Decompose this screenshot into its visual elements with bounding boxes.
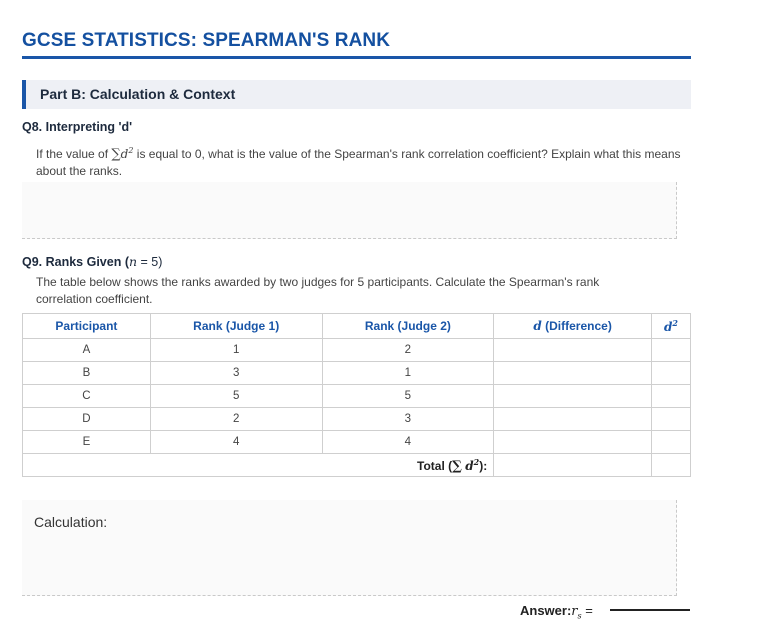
ranks-table	[22, 313, 691, 477]
header-d-squared: $d^2$	[652, 314, 691, 339]
table-header-row	[23, 314, 691, 339]
participant-cell: E	[23, 431, 151, 454]
table-row	[23, 362, 691, 385]
difference-cell[interactable]	[494, 362, 652, 385]
participant-cell: C	[23, 385, 151, 408]
participant-cell: A	[23, 339, 151, 362]
d-squared-cell[interactable]	[652, 362, 691, 385]
participant-cell: D	[23, 408, 151, 431]
difference-cell[interactable]	[494, 408, 652, 431]
table-row	[23, 431, 691, 454]
q9-title: Q9. Ranks Given (n = 5)	[22, 254, 163, 269]
total-value-cell[interactable]	[494, 454, 652, 477]
table-row	[23, 408, 691, 431]
judge2-rank-cell: 1	[322, 362, 494, 385]
q8-title: Q8. Interpreting 'd'	[22, 120, 133, 134]
judge2-rank-cell: 2	[322, 339, 494, 362]
title-divider	[22, 56, 691, 59]
d-squared-cell[interactable]	[652, 339, 691, 362]
page-title: GCSE STATISTICS: SPEARMAN'S RANK	[22, 30, 391, 51]
header-participant: Participant	[23, 314, 151, 339]
table-row	[23, 339, 691, 362]
header-judge1: Rank (Judge 1)	[150, 314, 322, 339]
header-judge2: Rank (Judge 2)	[322, 314, 494, 339]
d-squared-cell[interactable]	[652, 431, 691, 454]
calculation-area[interactable]	[22, 500, 677, 596]
total-label: Total (∑ $d^2$):	[23, 454, 494, 477]
judge2-rank-cell: 5	[322, 385, 494, 408]
difference-cell[interactable]	[494, 385, 652, 408]
participant-cell: B	[23, 362, 151, 385]
answer-line[interactable]	[610, 609, 690, 611]
difference-cell[interactable]	[494, 339, 652, 362]
judge1-rank-cell: 2	[150, 408, 322, 431]
total-empty-cell	[652, 454, 691, 477]
judge1-rank-cell: 5	[150, 385, 322, 408]
header-difference: d (Difference)	[494, 314, 652, 339]
section-header	[22, 80, 691, 109]
q9-text: The table below shows the ranks awarded by two judges for 5 participants. Calculate the Spearman's rank correlation coefficient.	[36, 275, 600, 306]
judge2-rank-cell: 4	[322, 431, 494, 454]
judge1-rank-cell: 4	[150, 431, 322, 454]
judge1-rank-cell: 1	[150, 339, 322, 362]
table-row	[23, 385, 691, 408]
section-title: Part B: Calculation & Context	[40, 86, 236, 102]
table-total-row	[23, 454, 691, 477]
judge2-rank-cell: 3	[322, 408, 494, 431]
sum-symbol: ∑	[111, 147, 121, 162]
d-squared-cell[interactable]	[652, 385, 691, 408]
calculation-label: Calculation:	[34, 514, 108, 530]
difference-cell[interactable]	[494, 431, 652, 454]
q8-answer-area[interactable]	[22, 182, 677, 239]
judge1-rank-cell: 3	[150, 362, 322, 385]
d-squared-cell[interactable]	[652, 408, 691, 431]
q8-text: If the value of $\sum d^2$ is equal to 0, what is the value of the Spearman's rank correlation coefficient? Explain what this means about the ranks.	[36, 146, 681, 178]
answer-label: $Answer:r_s$ =	[520, 603, 593, 621]
